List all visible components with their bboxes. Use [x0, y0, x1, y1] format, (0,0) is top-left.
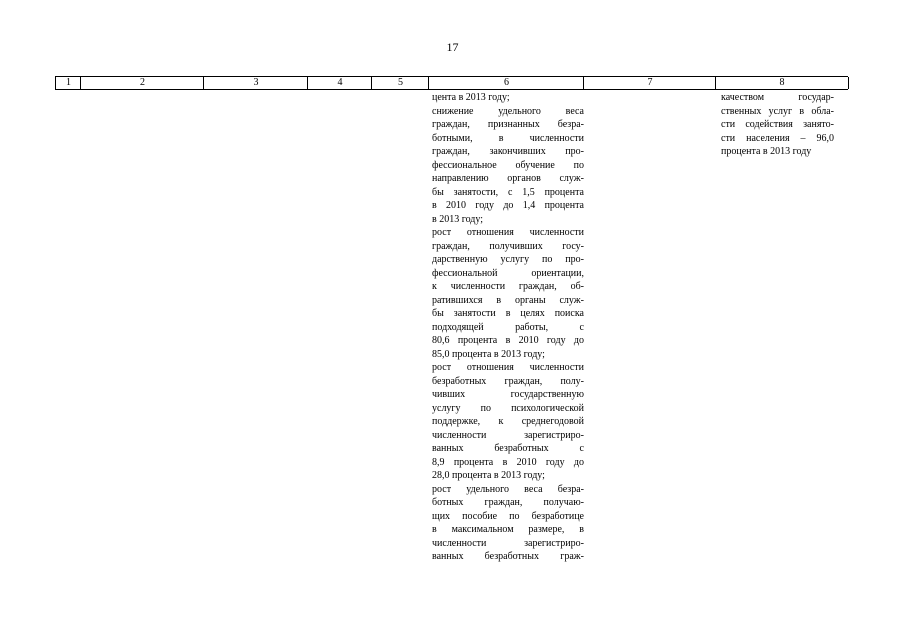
text-line: граждан, получивших госу- — [432, 240, 584, 252]
text-line: услугу по психологической — [432, 402, 584, 414]
page-number: 17 — [446, 40, 459, 54]
text-line: снижение удельного веса — [432, 105, 584, 117]
text-line: рост отношения численности — [432, 362, 584, 373]
text-line: ботными, в численности — [432, 132, 584, 144]
text-line: фессиональной ориентации, — [432, 267, 584, 279]
text-line: бы занятости, с 1,5 процента — [432, 186, 584, 198]
column-header-1: 1 — [55, 77, 81, 89]
text-line: щих пособие по безработице — [432, 510, 584, 522]
text-line: ванных безработных с — [432, 443, 584, 454]
text-line: сти содействия занято- — [721, 119, 834, 130]
column-header-4: 4 — [307, 77, 372, 89]
text-line: бы занятости в целях поиска — [432, 308, 584, 319]
text-line: ботных граждан, получаю- — [432, 497, 584, 508]
column-8-text — [721, 91, 834, 159]
text-line: фессиональное обучение по — [432, 159, 584, 171]
text-line: граждан, закончивших про- — [432, 146, 584, 157]
text-line: 80,6 процента в 2010 году до — [432, 335, 584, 346]
text-line: безработных граждан, полу- — [432, 375, 584, 387]
column-6-text — [432, 91, 584, 564]
table-header-row — [55, 76, 848, 90]
text-line: качеством государ- — [721, 92, 834, 103]
text-line: поддержке, к среднегодовой — [432, 416, 584, 427]
column-header-2: 2 — [80, 77, 204, 89]
text-line: численности зарегистриро- — [432, 429, 584, 441]
text-line: к численности граждан, об- — [432, 281, 584, 292]
text-line: 85,0 процента в 2013 году; — [432, 348, 545, 360]
text-line: дарственную услугу по про- — [432, 254, 584, 265]
text-line: граждан, признанных безра- — [432, 119, 584, 130]
text-line: чивших государственную — [432, 389, 584, 400]
text-line: в 2013 году; — [432, 213, 484, 225]
text-line: в максимальном размере, в — [432, 524, 584, 535]
text-line: сти населения – 96,0 — [721, 132, 834, 144]
column-header-5: 5 — [371, 77, 429, 89]
column-header-3: 3 — [203, 77, 308, 89]
column-header-7: 7 — [583, 77, 716, 89]
text-line: ственных услуг в обла- — [721, 105, 834, 117]
text-line: численности зарегистриро- — [432, 537, 584, 549]
text-line: рост удельного веса безра- — [432, 483, 584, 495]
text-line: ратившихся в органы служ- — [432, 294, 584, 306]
text-line: процента в 2013 году — [721, 146, 812, 157]
text-line: цента в 2013 году; — [432, 92, 510, 103]
text-line: в 2010 году до 1,4 процента — [432, 200, 584, 211]
text-line: рост отношения численности — [432, 227, 584, 238]
text-line: 8,9 процента в 2010 году до — [432, 456, 584, 468]
text-line: 28,0 процента в 2013 году; — [432, 470, 545, 481]
text-line: подходящей работы, с — [432, 321, 584, 333]
text-line: ванных безработных граж- — [432, 551, 584, 562]
text-line: направлению органов служ- — [432, 173, 584, 184]
column-header-6: 6 — [428, 77, 584, 89]
column-header-8: 8 — [715, 77, 849, 89]
